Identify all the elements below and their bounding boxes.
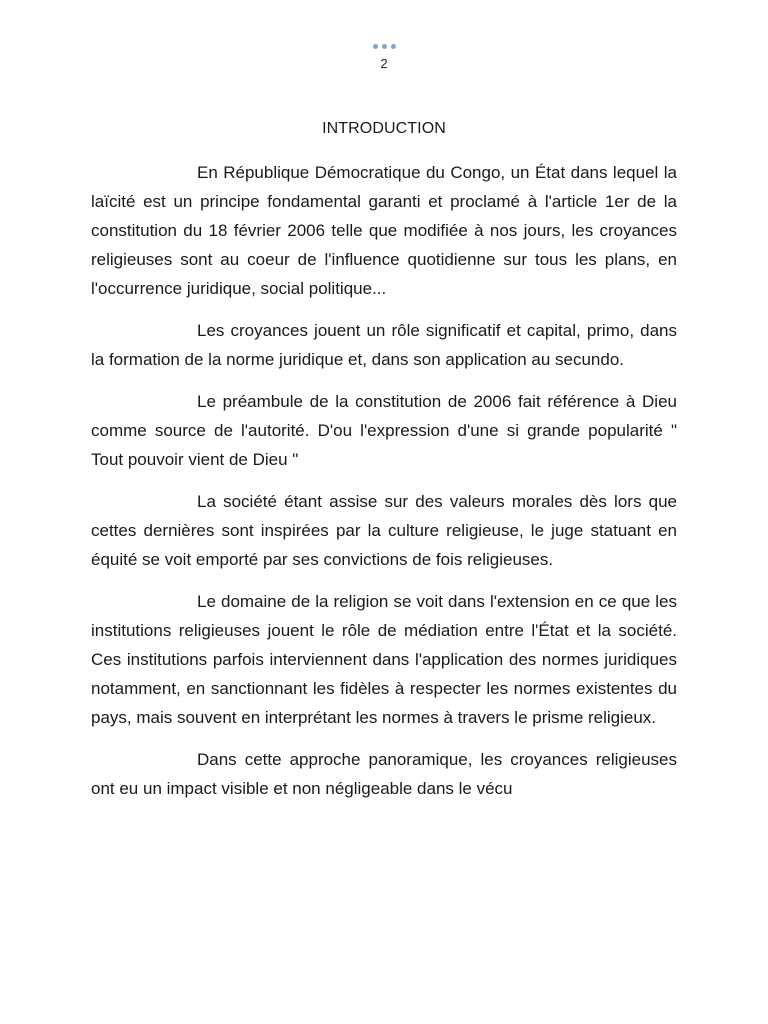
header-decoration-dots bbox=[0, 44, 768, 49]
header-dot bbox=[382, 44, 387, 49]
paragraph-5: Le domaine de la religion se voit dans l'extension en ce que les institutions religieuses jouent le rôle de médiation entre l'État et la société. Ces institutions parfois interviennent dans l'application des normes juridiques notamment, en sanctionnant les fidèles à respecter les normes existentes du pays, mais souvent en interprétant les normes à travers le prisme religieux. bbox=[91, 592, 677, 727]
paragraph-6: Dans cette approche panoramique, les croyances religieuses ont eu un impact visible et non négligeable dans le vécu bbox=[91, 750, 677, 798]
paragraph-2: Les croyances jouent un rôle significatif et capital, primo, dans la formation de la norme juridique et, dans son application au secundo. bbox=[91, 321, 677, 369]
header-dot bbox=[391, 44, 396, 49]
page-number: 2 bbox=[380, 56, 388, 71]
paragraph-1: En République Démocratique du Congo, un État dans lequel la laïcité est un principe fondamental garanti et proclamé à l'article 1er de la constitution du 18 février 2006 telle que modifiée à nos jours, les croyances religieuses sont au coeur de l'influence quotidienne sur tous les plans, en l'occurrence juridique, social politique... bbox=[91, 163, 677, 298]
header-dot bbox=[373, 44, 378, 49]
section-heading: INTRODUCTION bbox=[322, 120, 446, 137]
paragraph-4: La société étant assise sur des valeurs morales dès lors que cettes dernières sont inspirées par la culture religieuse, le juge statuant en équité se voit emporté par ses convictions de fois religieuses. bbox=[91, 492, 677, 569]
document-body bbox=[91, 158, 677, 816]
paragraph-3: Le préambule de la constitution de 2006 fait référence à Dieu comme source de l'autorité. D'ou l'expression d'une si grande popularité " Tout pouvoir vient de Dieu " bbox=[91, 392, 677, 469]
